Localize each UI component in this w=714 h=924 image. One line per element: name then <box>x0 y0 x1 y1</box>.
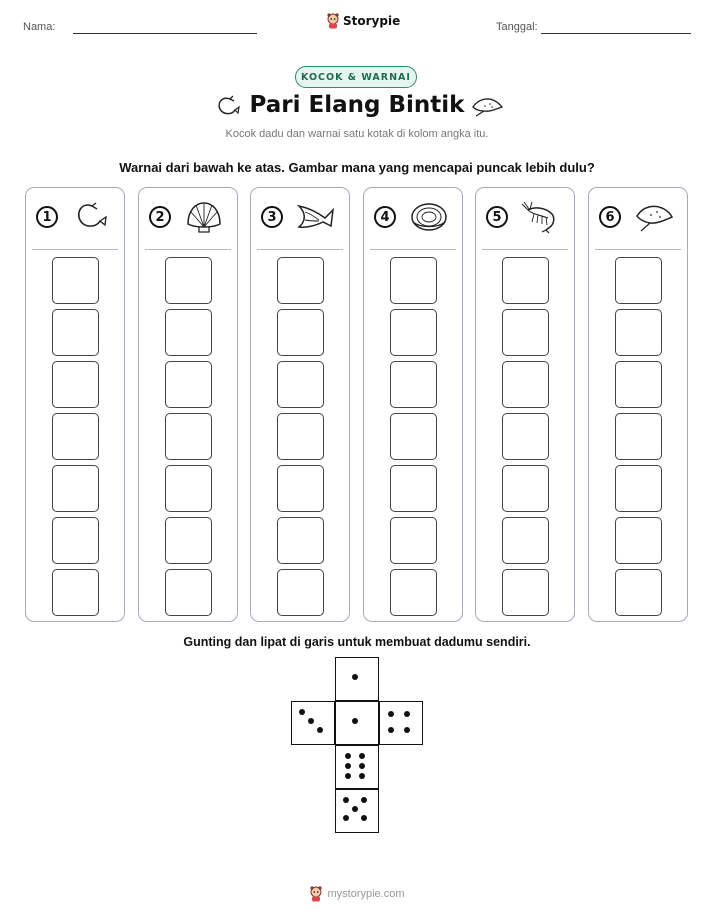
column-number: 1 <box>36 206 58 228</box>
dice-pip <box>361 815 367 821</box>
color-box[interactable] <box>615 517 662 564</box>
color-box[interactable] <box>390 517 437 564</box>
color-box[interactable] <box>277 413 324 460</box>
logo-text: Storypie <box>343 14 401 28</box>
dice-face-3 <box>291 701 335 745</box>
color-box[interactable] <box>52 465 99 512</box>
dice-pip <box>308 718 314 724</box>
dice-face-4 <box>379 701 423 745</box>
dice-pip <box>352 674 358 680</box>
page-subtitle: Kocok dadu dan warnai satu kotak di kolom angka itu. <box>225 128 489 140</box>
dice-pip <box>343 797 349 803</box>
color-box[interactable] <box>52 413 99 460</box>
scallop-shell-icon <box>183 200 225 234</box>
color-box[interactable] <box>277 361 324 408</box>
cut-instruction: Gunting dan lipat di garis untuk membuat dadumu sendiri. <box>183 635 531 649</box>
column-divider <box>32 249 118 250</box>
shrimp-icon <box>520 200 562 234</box>
dice-pip <box>361 797 367 803</box>
color-box[interactable] <box>165 517 212 564</box>
color-box[interactable] <box>502 257 549 304</box>
color-box[interactable] <box>277 309 324 356</box>
color-box[interactable] <box>390 413 437 460</box>
storypie-mascot-icon <box>326 13 340 29</box>
color-box[interactable] <box>277 465 324 512</box>
storypie-logo <box>326 13 400 29</box>
stingray-title-icon <box>470 95 504 117</box>
dice-pip <box>352 718 358 724</box>
dice-pip <box>345 753 351 759</box>
color-box[interactable] <box>615 257 662 304</box>
color-box[interactable] <box>390 257 437 304</box>
color-box[interactable] <box>390 569 437 616</box>
color-box[interactable] <box>52 361 99 408</box>
dice-pip <box>345 773 351 779</box>
column-5 <box>475 187 575 622</box>
column-2 <box>138 187 238 622</box>
dice-pip <box>299 709 305 715</box>
color-box[interactable] <box>52 309 99 356</box>
date-label: Tanggal: <box>496 21 538 33</box>
color-box[interactable] <box>502 517 549 564</box>
column-number: 3 <box>261 206 283 228</box>
storypie-mascot-icon <box>309 886 323 902</box>
color-box[interactable] <box>165 361 212 408</box>
dice-pip <box>359 773 365 779</box>
color-box[interactable] <box>277 517 324 564</box>
dice-pip <box>388 727 394 733</box>
dice-pip <box>343 815 349 821</box>
color-box[interactable] <box>390 361 437 408</box>
column-divider <box>370 249 456 250</box>
column-number: 6 <box>599 206 621 228</box>
color-box[interactable] <box>502 361 549 408</box>
dice-pip <box>345 763 351 769</box>
color-box[interactable] <box>615 413 662 460</box>
color-box[interactable] <box>165 309 212 356</box>
dice-pip <box>352 806 358 812</box>
color-box[interactable] <box>277 569 324 616</box>
name-label: Nama: <box>23 21 56 33</box>
dice-pip <box>404 727 410 733</box>
column-divider <box>257 249 343 250</box>
column-number: 2 <box>149 206 171 228</box>
dice-pip <box>317 727 323 733</box>
column-divider <box>482 249 568 250</box>
date-line[interactable] <box>541 33 691 34</box>
column-number: 4 <box>374 206 396 228</box>
color-box[interactable] <box>165 257 212 304</box>
color-box[interactable] <box>615 309 662 356</box>
color-box[interactable] <box>277 257 324 304</box>
dice-pip <box>388 711 394 717</box>
dice-face-1 <box>335 701 379 745</box>
fish-tail-icon <box>295 200 337 234</box>
dice-face-5 <box>335 789 379 833</box>
column-1 <box>25 187 125 622</box>
column-divider <box>595 249 681 250</box>
color-box[interactable] <box>615 465 662 512</box>
activity-badge: KOCOK & WARNAI <box>295 66 417 88</box>
page-title: Pari Elang Bintik <box>249 92 465 118</box>
color-box[interactable] <box>52 517 99 564</box>
color-box[interactable] <box>502 413 549 460</box>
color-box[interactable] <box>502 569 549 616</box>
color-box[interactable] <box>615 361 662 408</box>
column-number: 5 <box>486 206 508 228</box>
footer <box>0 886 714 902</box>
color-box[interactable] <box>52 257 99 304</box>
dice-face-6 <box>335 745 379 789</box>
color-box[interactable] <box>502 465 549 512</box>
column-3 <box>250 187 350 622</box>
color-box[interactable] <box>165 413 212 460</box>
column-divider <box>145 249 231 250</box>
dice-pip <box>359 753 365 759</box>
fish-hook-icon <box>70 200 112 234</box>
dice-face-1 <box>335 657 379 701</box>
clam-shell-icon <box>408 200 450 234</box>
stingray-icon <box>633 200 675 234</box>
dice-pip <box>404 711 410 717</box>
column-6 <box>588 187 688 622</box>
color-box[interactable] <box>390 309 437 356</box>
color-box[interactable] <box>52 569 99 616</box>
color-box[interactable] <box>502 309 549 356</box>
footer-url[interactable]: mystorypie.com <box>327 888 405 900</box>
color-box[interactable] <box>615 569 662 616</box>
name-line[interactable] <box>73 33 257 34</box>
color-box[interactable] <box>165 569 212 616</box>
color-box[interactable] <box>390 465 437 512</box>
coloring-instruction: Warnai dari bawah ke atas. Gambar mana yang mencapai puncak lebih dulu? <box>119 160 595 175</box>
column-4 <box>363 187 463 622</box>
dice-pip <box>359 763 365 769</box>
color-box[interactable] <box>165 465 212 512</box>
